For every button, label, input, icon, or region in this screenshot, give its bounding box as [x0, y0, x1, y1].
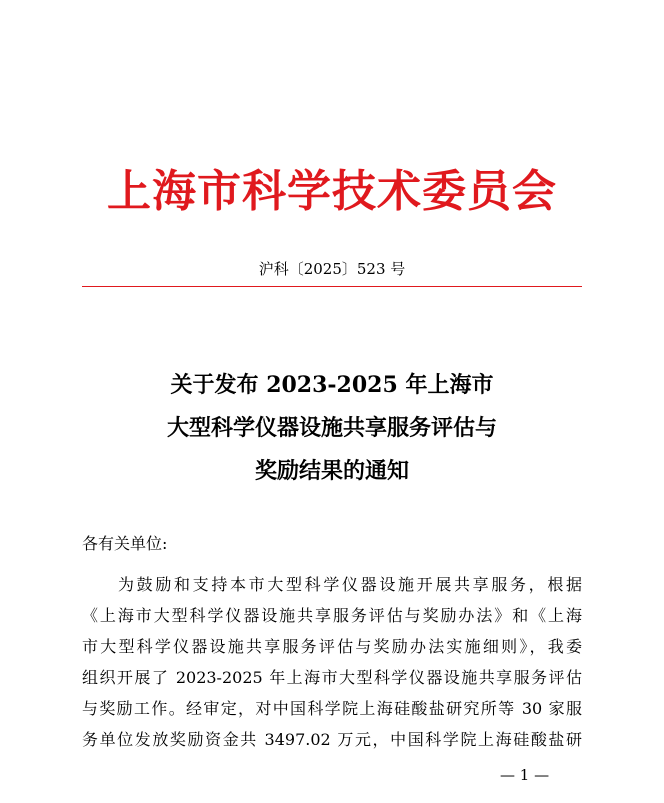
- body-paragraph: [82, 569, 582, 755]
- title-line: 大型科学仪器设施共享服务评估与: [166, 415, 497, 441]
- body-line: 《上海市大型科学仪器设施共享服务评估与奖励办法》和《上海: [82, 606, 582, 625]
- title-line: 关于发布 2023-2025 年上海市: [170, 372, 494, 398]
- issuer-name: 上海市科学技术委员会: [107, 166, 557, 217]
- title-line: 奖励结果的通知: [254, 458, 409, 484]
- salutation: 各有关单位:: [82, 534, 168, 553]
- page-number: — 1 —: [500, 766, 550, 784]
- body-line: 组织开展了 2023-2025 年上海市大型科学仪器设施共享服务评估: [82, 668, 582, 687]
- document-title: [0, 364, 664, 493]
- body-line: 务单位发放奖励资金共 3497.02 万元，中国科学院上海硅酸盐研: [82, 730, 582, 749]
- body-line: 与奖励工作。经审定，对中国科学院上海硅酸盐研究所等 30 家服: [82, 699, 582, 718]
- document-number: 沪科〔2025〕523 号: [258, 260, 406, 278]
- red-header-rule: [82, 286, 582, 287]
- body-line: 为鼓励和支持本市大型科学仪器设施开展共享服务，根据: [118, 575, 582, 594]
- body-line: 市大型科学仪器设施共享服务评估与奖励办法实施细则》，我委: [82, 637, 582, 656]
